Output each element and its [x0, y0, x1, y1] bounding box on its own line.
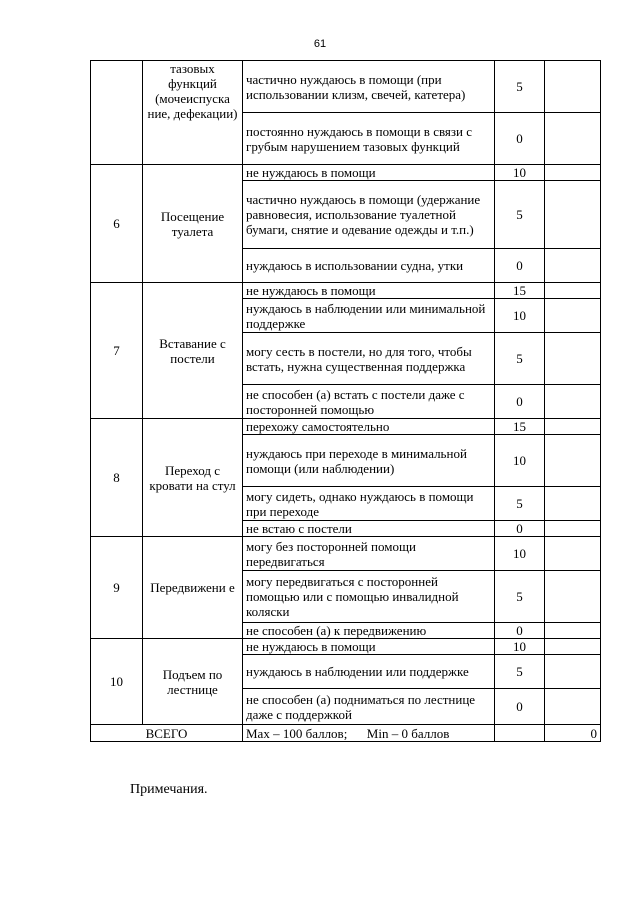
option-points: 5 [495, 333, 545, 385]
item-number: 8 [91, 419, 143, 537]
option-points: 10 [495, 435, 545, 487]
option-description: могу передвигаться с посторонней помощью или с помощью инвалидной коляски [243, 571, 495, 623]
table-row [91, 639, 601, 655]
option-points: 5 [495, 61, 545, 113]
option-description: нуждаюсь в использовании судна, утки [243, 249, 495, 283]
score-cell [545, 487, 601, 521]
total-row [91, 725, 601, 742]
score-cell [545, 419, 601, 435]
score-cell [545, 639, 601, 655]
score-cell [545, 283, 601, 299]
item-number: 7 [91, 283, 143, 419]
option-points: 5 [495, 487, 545, 521]
score-cell [545, 435, 601, 487]
function-name: Подъем по лестнице [143, 639, 243, 725]
score-cell [545, 537, 601, 571]
function-name: Передвижени е [143, 537, 243, 639]
table-row [91, 537, 601, 571]
option-description: не способен (а) подниматься по лестнице даже с поддержкой [243, 689, 495, 725]
option-points: 10 [495, 537, 545, 571]
total-points-cell [495, 725, 545, 742]
option-description: не нуждаюсь в помощи [243, 165, 495, 181]
option-description: частично нуждаюсь в помощи (при использовании клизм, свечей, катетера) [243, 61, 495, 113]
option-description: не нуждаюсь в помощи [243, 283, 495, 299]
total-label: ВСЕГО [91, 725, 243, 742]
score-cell [545, 521, 601, 537]
score-cell [545, 165, 601, 181]
option-points: 5 [495, 181, 545, 249]
function-name: тазовых функций (мочеиспуска ние, дефекации) [143, 61, 243, 165]
score-cell [545, 571, 601, 623]
option-description: не нуждаюсь в помощи [243, 639, 495, 655]
table-row [91, 165, 601, 181]
function-name: Переход с кровати на стул [143, 419, 243, 537]
item-number [91, 61, 143, 165]
option-description: могу сидеть, однако нуждаюсь в помощи при переходе [243, 487, 495, 521]
option-description: могу без посторонней помощи передвигаться [243, 537, 495, 571]
option-points: 5 [495, 571, 545, 623]
score-cell [545, 333, 601, 385]
option-points: 15 [495, 419, 545, 435]
score-cell [545, 655, 601, 689]
table-row [91, 283, 601, 299]
item-number: 10 [91, 639, 143, 725]
option-description: не встаю с постели [243, 521, 495, 537]
option-description: не способен (а) встать с постели даже с посторонней помощью [243, 385, 495, 419]
total-range: Max – 100 баллов; Min – 0 баллов [243, 725, 495, 742]
score-cell [545, 623, 601, 639]
option-points: 0 [495, 385, 545, 419]
option-points: 10 [495, 299, 545, 333]
option-description: нуждаюсь в наблюдении или поддержке [243, 655, 495, 689]
page-number: 61 [313, 38, 327, 50]
option-description: не способен (а) к передвижению [243, 623, 495, 639]
option-points: 0 [495, 249, 545, 283]
item-number: 9 [91, 537, 143, 639]
option-description: перехожу самостоятельно [243, 419, 495, 435]
table-row [91, 419, 601, 435]
score-cell [545, 385, 601, 419]
option-points: 10 [495, 639, 545, 655]
score-cell [545, 249, 601, 283]
option-points: 0 [495, 113, 545, 165]
item-number: 6 [91, 165, 143, 283]
barthel-scale-table [90, 60, 601, 742]
option-points: 0 [495, 689, 545, 725]
function-name: Посещение туалета [143, 165, 243, 283]
option-description: постоянно нуждаюсь в помощи в связи с грубым нарушением тазовых функций [243, 113, 495, 165]
option-points: 15 [495, 283, 545, 299]
total-value: 0 [545, 725, 601, 742]
table-row [91, 61, 601, 113]
score-cell [545, 113, 601, 165]
option-description: могу сесть в постели, но для того, чтобы встать, нужна существенная поддержка [243, 333, 495, 385]
option-points: 5 [495, 655, 545, 689]
function-name: Вставание с постели [143, 283, 243, 419]
score-cell [545, 689, 601, 725]
score-cell [545, 299, 601, 333]
option-points: 10 [495, 165, 545, 181]
option-description: нуждаюсь в наблюдении или минимальной поддержке [243, 299, 495, 333]
notes-label: Примечания. [130, 782, 208, 797]
score-cell [545, 61, 601, 113]
option-description: нуждаюсь при переходе в минимальной помощи (или наблюдении) [243, 435, 495, 487]
option-points: 0 [495, 521, 545, 537]
option-points: 0 [495, 623, 545, 639]
score-cell [545, 181, 601, 249]
option-description: частично нуждаюсь в помощи (удержание равновесия, использование туалетной бумаги, снятие и одевание одежды и т.п.) [243, 181, 495, 249]
